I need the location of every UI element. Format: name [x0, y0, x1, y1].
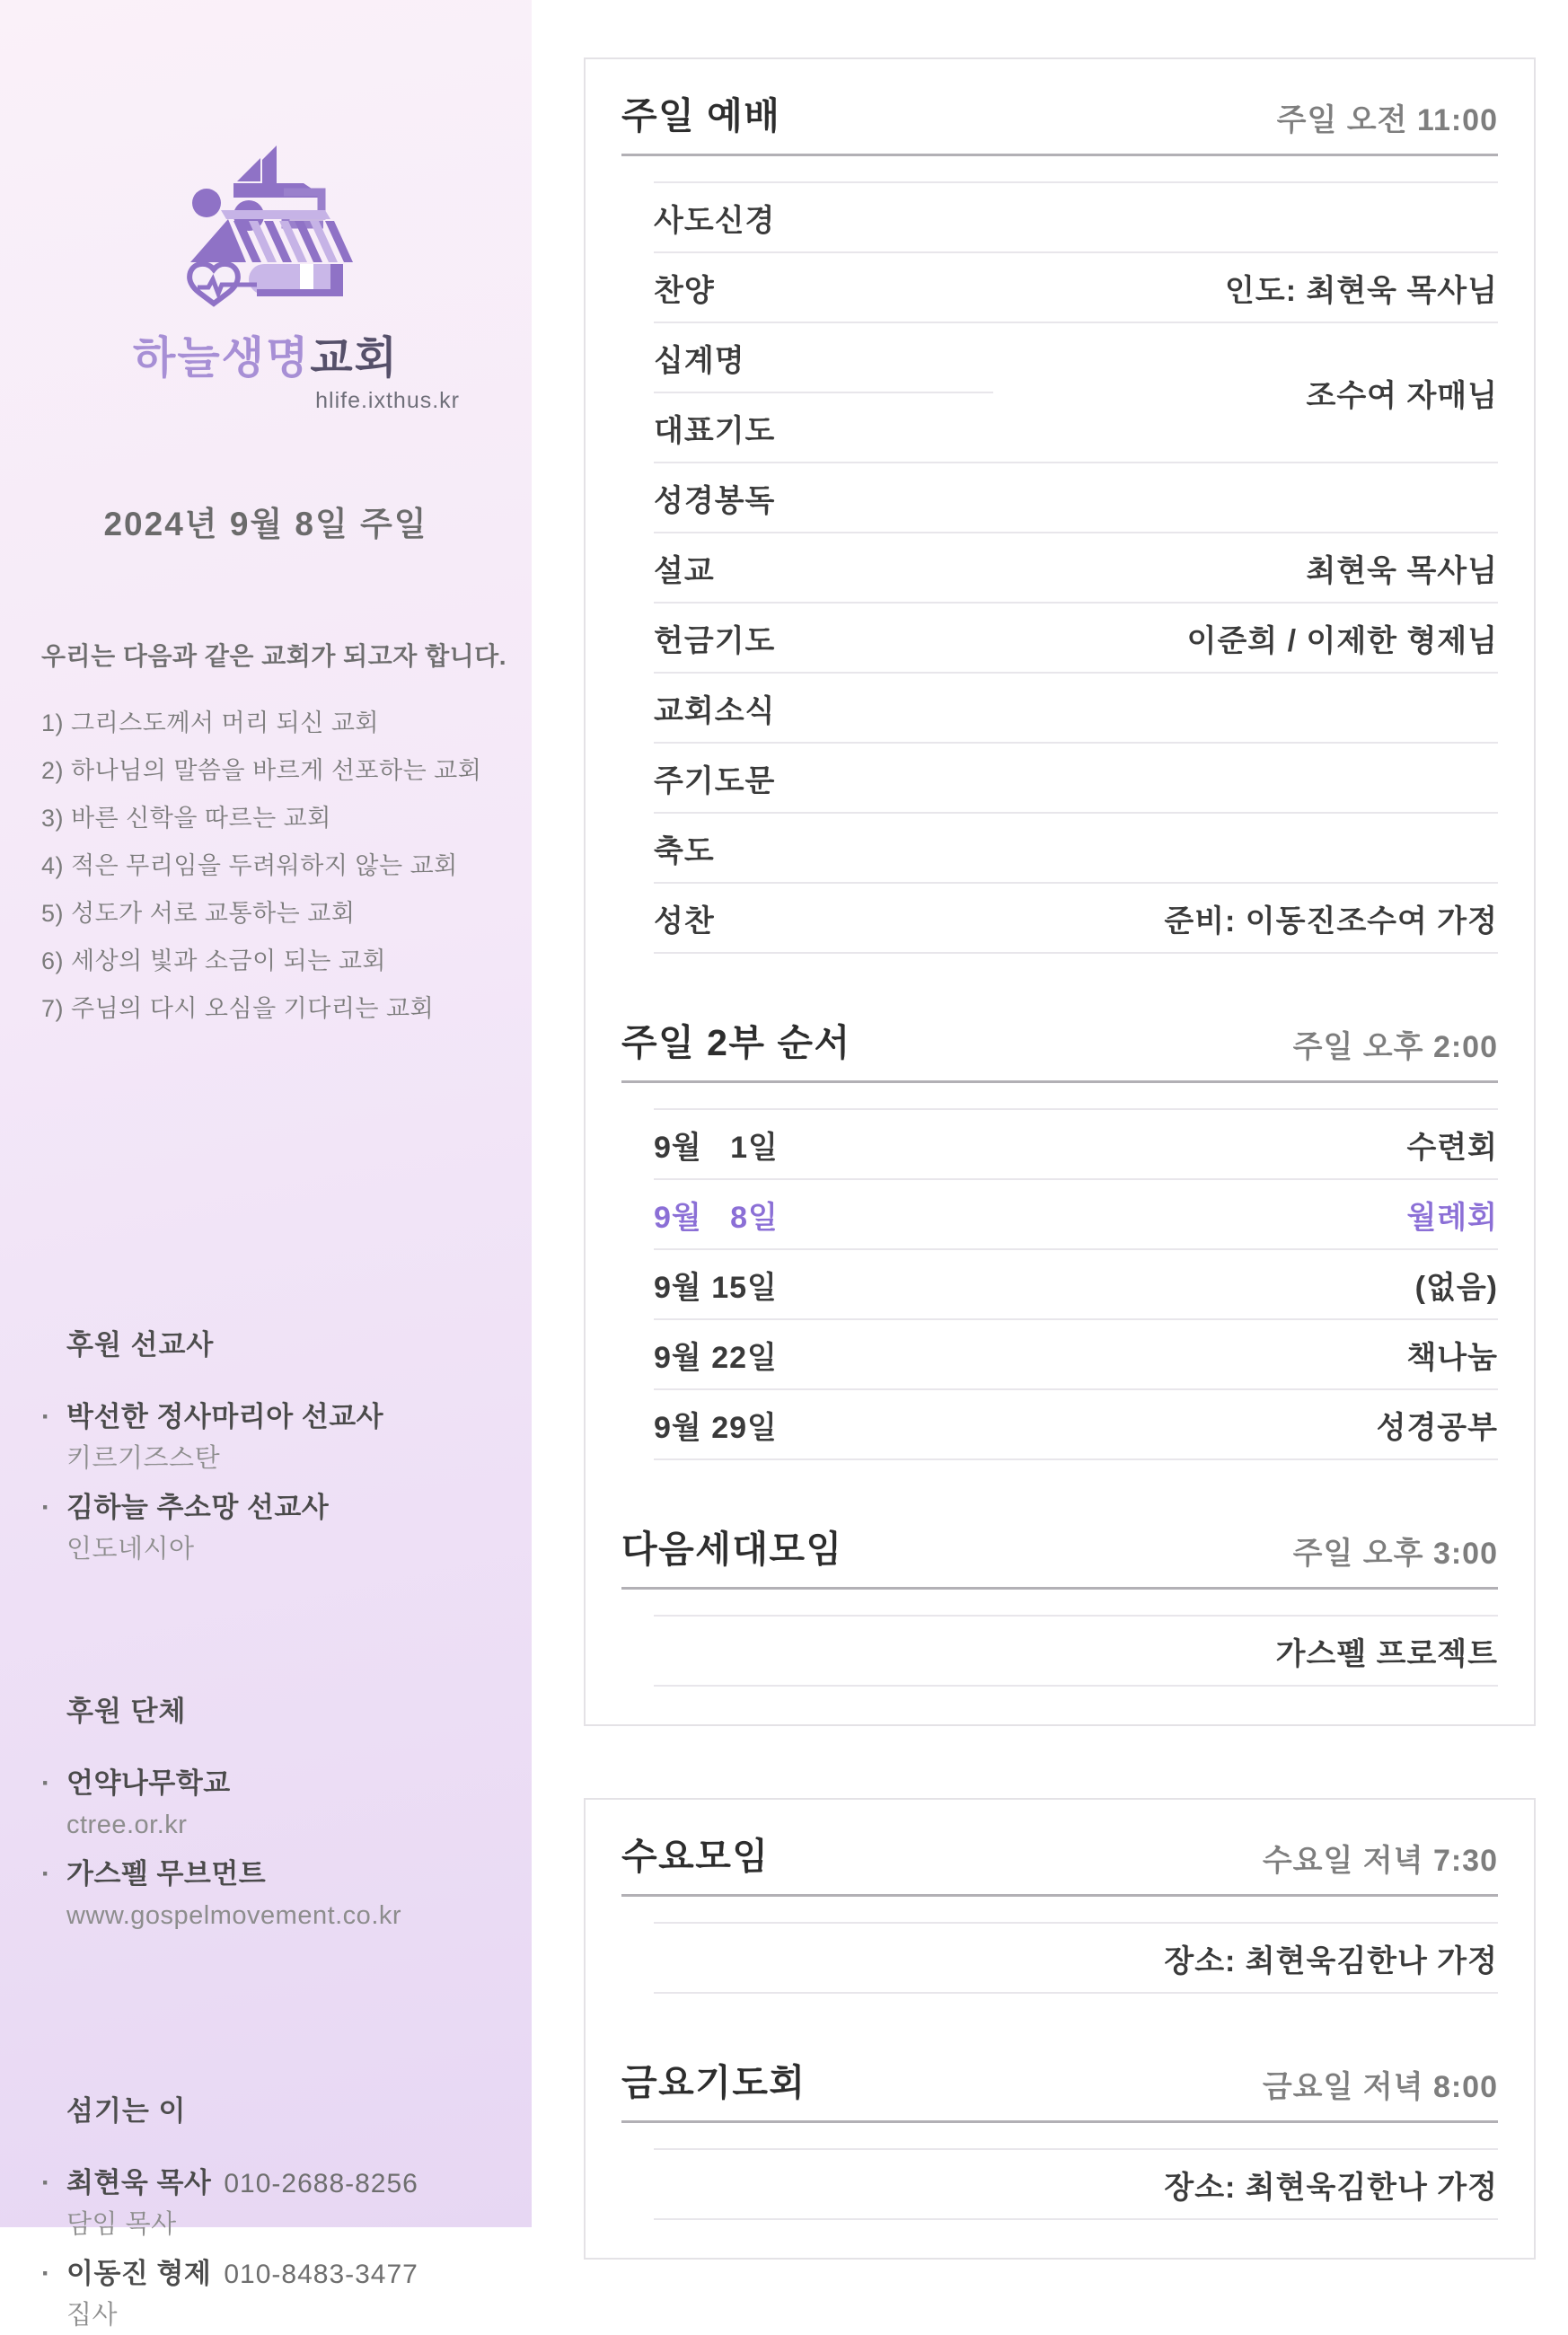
row-value: 이준희 / 이제한 형제님	[1186, 623, 1498, 658]
service-row	[654, 533, 1498, 604]
row-value: 조수여 자매님	[1306, 378, 1498, 413]
row-value: (없음)	[1414, 1270, 1498, 1305]
sidebar-item-sub: 인도네시아	[66, 1535, 195, 1564]
church-name-main: 하늘생명	[132, 334, 311, 383]
sidebar-item-name-line	[66, 2253, 532, 2295]
bullet-icon: ·	[41, 1768, 50, 1798]
section-title: 다음세대모임	[621, 1529, 843, 1570]
section-title: 주일 2부 순서	[621, 1022, 851, 1063]
sidebar-item-name-line	[66, 2163, 532, 2205]
sidebar-list-item	[41, 2253, 532, 2335]
service-row	[654, 1320, 1498, 1390]
bullet-icon: ·	[41, 1859, 50, 1889]
sidebar-item-sub: 집사	[66, 2301, 119, 2330]
section-time: 금요일 저녁 8:00	[1262, 2070, 1498, 2104]
row-label: 성찬	[654, 903, 715, 938]
vision-item: 3) 바른 신학을 따르는 교회	[41, 805, 331, 832]
section-header	[621, 986, 1498, 1080]
bulletin-main	[584, 0, 1536, 2260]
service-row-merged	[654, 323, 1498, 463]
schedule-section	[621, 1493, 1498, 1687]
sidebar-item-name-line	[66, 1854, 532, 1896]
section-header	[621, 2026, 1498, 2120]
church-heart-logo-icon	[158, 133, 374, 313]
section-time: 주일 오후 2:00	[1292, 1030, 1498, 1064]
vision-item: 2) 하나님의 말씀을 바르게 선포하는 교회	[41, 757, 482, 784]
brand-block	[0, 332, 532, 414]
vision-item: 7) 주님의 다시 오심을 기다리는 교회	[41, 995, 435, 1022]
section-header	[621, 59, 1498, 154]
service-row	[654, 1110, 1498, 1180]
vision-block	[41, 637, 532, 1033]
row-label: 헌금기도	[654, 623, 776, 658]
row-label: 찬양	[654, 273, 715, 308]
vision-item: 1) 그리스도께서 머리 되신 교회	[41, 709, 379, 736]
section-time: 주일 오후 3:00	[1292, 1537, 1498, 1571]
vision-item: 5) 성도가 서로 교통하는 교회	[41, 900, 356, 927]
section-rows	[654, 1615, 1498, 1687]
service-row	[654, 604, 1498, 674]
row-value: 성경공부	[1376, 1410, 1498, 1445]
sidebar-item-name: 박선한 정사마리아 선교사	[66, 1401, 384, 1432]
service-row	[654, 253, 1498, 323]
schedule-section	[621, 986, 1498, 1460]
service-row	[654, 744, 1498, 814]
row-label: 십계명	[654, 343, 745, 378]
row-value: 월례회	[1406, 1200, 1498, 1235]
schedule-section	[621, 1800, 1498, 1994]
sidebar-section-items	[41, 1763, 532, 1935]
sidebar-item-name: 가스펠 무브먼트	[66, 1858, 267, 1890]
bullet-icon: ·	[41, 2259, 50, 2288]
merged-labels	[654, 323, 1306, 462]
sidebar-item-name-line	[66, 1763, 532, 1805]
section-rows	[654, 1922, 1498, 1994]
section-time: 주일 오전 11:00	[1276, 103, 1498, 137]
sidebar-item-name: 김하늘 추소망 선교사	[66, 1492, 330, 1523]
row-value: 가스펠 프로젝트	[1275, 1636, 1498, 1671]
row-value: 장소: 최현욱김한나 가정	[1164, 2170, 1498, 2205]
row-value: 최현욱 목사님	[1306, 553, 1498, 588]
sidebar	[0, 0, 532, 2330]
sidebar-list-item	[41, 1854, 532, 1935]
church-name	[0, 332, 532, 384]
sidebar-section-title: 후원 선교사	[66, 1329, 215, 1361]
sidebar-item-name: 언약나무학교	[66, 1767, 231, 1799]
service-row	[654, 1250, 1498, 1320]
row-label: 설교	[654, 553, 715, 588]
midweek-panel	[584, 1798, 1536, 2260]
sidebar-item-sub: 담임 목사	[66, 2210, 177, 2239]
sidebar-item-sub: 키르기즈스탄	[66, 1444, 221, 1473]
church-logo	[158, 133, 374, 313]
sidebar-item-sub: ctree.or.kr	[66, 1811, 188, 1839]
church-name-suffix: 교회	[310, 334, 399, 383]
vision-list	[41, 700, 532, 1033]
section-title: 수요모임	[621, 1836, 770, 1877]
section-divider	[621, 154, 1498, 156]
service-row	[654, 2150, 1498, 2220]
vision-intro: 우리는 다음과 같은 교회가 되고자 합니다.	[41, 642, 507, 670]
section-rows	[654, 2148, 1498, 2220]
section-time: 수요일 저녁 7:30	[1262, 1844, 1498, 1878]
sidebar-item-name: 최현욱 목사	[66, 2167, 212, 2198]
row-label: 9월 1일	[654, 1130, 779, 1165]
service-row	[654, 1617, 1498, 1687]
section-divider	[621, 1894, 1498, 1897]
service-row	[654, 1924, 1498, 1994]
sidebar-list-item	[41, 1397, 532, 1478]
service-row	[654, 1390, 1498, 1460]
row-value: 수련회	[1406, 1130, 1498, 1165]
church-website: hlife.ixthus.kr	[315, 388, 460, 413]
section-rows	[654, 1108, 1498, 1460]
sidebar-item-name-line	[66, 1487, 532, 1529]
vision-item: 6) 세상의 빛과 소금이 되는 교회	[41, 947, 386, 974]
section-rows	[654, 181, 1498, 954]
bullet-icon: ·	[41, 1402, 50, 1432]
section-header	[621, 1493, 1498, 1587]
sidebar-section-items	[41, 1397, 532, 1569]
sidebar-section	[41, 2088, 532, 2335]
row-value: 장소: 최현욱김한나 가정	[1164, 1943, 1498, 1978]
row-value: 준비: 이동진조수여 가정	[1164, 903, 1498, 938]
sidebar-section-title: 섬기는 이	[66, 2095, 187, 2127]
row-label: 대표기도	[654, 413, 776, 448]
row-value: 책나눔	[1406, 1340, 1498, 1375]
bullet-icon: ·	[41, 2168, 50, 2198]
sidebar-item-phone: 010-8483-3477	[224, 2260, 418, 2289]
row-label: 9월 15일	[654, 1270, 778, 1305]
row-value: 인도: 최현욱 목사님	[1225, 273, 1498, 308]
schedule-section	[621, 59, 1498, 954]
sidebar-item-phone: 010-2688-8256	[224, 2169, 418, 2198]
support-sections	[41, 1322, 532, 2335]
sidebar-list-item	[41, 2163, 532, 2244]
service-row	[654, 463, 1498, 533]
vision-item: 4) 적은 무리임을 두려워하지 않는 교회	[41, 852, 458, 879]
schedule-section	[621, 2026, 1498, 2220]
row-label: 사도신경	[654, 203, 776, 238]
row-label: 9월 8일	[654, 1200, 779, 1235]
service-row	[654, 1180, 1498, 1250]
section-title: 주일 예배	[621, 95, 781, 137]
bulletin-date: 2024년 9월 8일 주일	[103, 506, 428, 542]
row-label: 9월 29일	[654, 1410, 778, 1445]
row-label: 주기도문	[654, 763, 776, 798]
row-label: 교회소식	[654, 693, 776, 728]
sidebar-section	[41, 1322, 532, 1569]
section-divider	[621, 1587, 1498, 1590]
sidebar-item-name: 이동진 형제	[66, 2258, 212, 2289]
sidebar-section-items	[41, 2163, 532, 2335]
section-divider	[621, 1080, 1498, 1083]
sidebar-list-item	[41, 1763, 532, 1845]
section-title: 금요기도회	[621, 2062, 806, 2103]
sidebar-item-sub: www.gospelmovement.co.kr	[66, 1901, 402, 1930]
sidebar-section-title: 후원 단체	[66, 1696, 187, 1727]
sunday-panel	[584, 57, 1536, 1726]
section-divider	[621, 2120, 1498, 2123]
sidebar-list-item	[41, 1487, 532, 1569]
bullet-icon: ·	[41, 1493, 50, 1522]
service-row	[654, 183, 1498, 253]
sidebar-section	[41, 1688, 532, 1935]
row-label: 축도	[654, 833, 715, 868]
section-header	[621, 1800, 1498, 1894]
row-label: 9월 22일	[654, 1340, 778, 1375]
row-label: 성경봉독	[654, 483, 776, 518]
service-row	[654, 884, 1498, 954]
service-row	[654, 814, 1498, 884]
service-row	[654, 674, 1498, 744]
sidebar-item-name-line	[66, 1397, 532, 1439]
